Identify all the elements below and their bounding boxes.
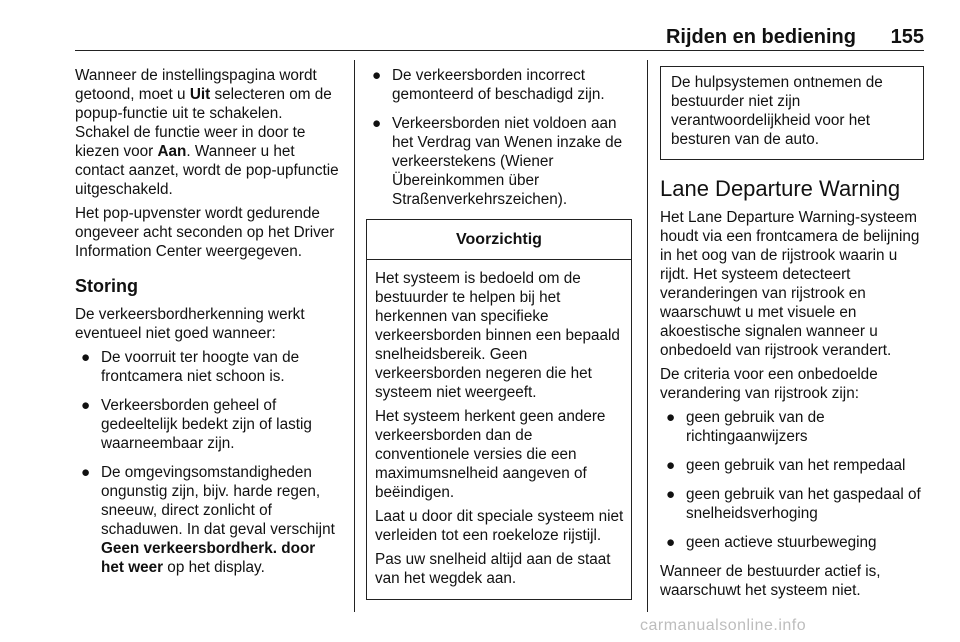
watermark: carmanualsonline.info xyxy=(640,617,807,634)
section-title: Rijden en bediening xyxy=(665,26,856,48)
lane-departure-intro: Het Lane Departure Warning-systeem houdt via een frontcamera de belijning in het oog van de rijstrook waarin u rijdt. Het systeem detecteert veranderingen van rijstrook en waarschuwt u met visuele en akoestische signalen wanneer u onbedoeld van rijstrook verandert. xyxy=(660,209,920,359)
list-item-text: De omgevingsomstandigheden ongunstig zijn, bijv. harde regen, sneeuw, direct zonlicht of schaduwen. In dat geval verschijnt xyxy=(101,464,335,538)
note-box xyxy=(660,66,924,160)
column-divider-1 xyxy=(354,60,355,612)
storing-list-continued xyxy=(366,66,632,209)
popup-paragraph xyxy=(75,66,341,199)
bullet-icon: ● xyxy=(372,67,382,84)
page-header xyxy=(75,26,924,51)
closing-paragraph: Wanneer de bestuurder actief is, waarschuwt het systeem niet. xyxy=(660,563,881,599)
list-item-text: Verkeersborden geheel of gedeeltelijk bedekt zijn of lastig waarneembaar zijn. xyxy=(101,397,312,452)
bullet-icon: ● xyxy=(666,486,676,503)
caution-paragraph: Laat u door dit speciale systeem niet verleiden tot een roekeloze rijstijl. xyxy=(375,508,624,544)
list-item xyxy=(75,348,341,386)
bullet-icon: ● xyxy=(81,349,91,366)
uit-option: Uit xyxy=(189,86,211,103)
caution-body xyxy=(367,260,631,599)
bullet-icon: ● xyxy=(81,397,91,414)
caution-box xyxy=(366,219,632,600)
note-text: De hulpsystemen ontnemen de bestuurder niet zijn verantwoordelijkheid voor het besturen van de auto. xyxy=(671,74,883,148)
text-run: . Wanneer u het contact aanzet, wordt de pop-upfunctie uitgeschakeld. xyxy=(75,143,339,198)
list-item xyxy=(366,66,632,104)
list-item xyxy=(366,114,632,209)
popup-duration-paragraph: Het pop-upvenster wordt gedurende ongeveer acht seconden op het Driver Information Center weergegeven. xyxy=(75,205,335,260)
bullet-icon: ● xyxy=(81,464,91,481)
aan-option: Aan xyxy=(157,143,187,160)
text-run: Wanneer de instellingspagina wordt getoond, moet u xyxy=(75,67,317,103)
list-item-text: De verkeersborden incorrect gemonteerd of beschadigd zijn. xyxy=(392,67,605,103)
list-item xyxy=(660,456,924,475)
page-number: 155 xyxy=(890,26,924,48)
list-item xyxy=(75,396,341,453)
storing-intro: De verkeersbordherkenning werkt eventueel niet goed wanneer: xyxy=(75,306,305,342)
list-item-text: geen gebruik van het rempedaal xyxy=(686,457,906,474)
column-2 xyxy=(366,66,632,600)
text-run: selecteren om de popup-functie uit te schakelen. Schakel de functie weer in door te kiezen voor xyxy=(75,86,332,160)
caution-paragraph: Pas uw snelheid altijd aan de staat van het wegdek aan. xyxy=(375,551,611,587)
column-1 xyxy=(75,66,341,587)
list-item-text: Verkeersborden niet voldoen aan het Verdrag van Wenen inzake de verkeerstekens (Wiener Übereinkommen über Straßenverkehrszeichen). xyxy=(392,115,623,208)
lane-departure-heading: Lane Departure Warning xyxy=(660,176,901,201)
list-item-text: geen gebruik van de richtingaanwijzers xyxy=(686,409,825,445)
caution-paragraph: Het systeem herkent geen andere verkeersborden dan de conventionele versies die een maximumsnelheid aangeven of beëindigen. xyxy=(375,408,606,501)
bullet-icon: ● xyxy=(372,115,382,132)
caution-paragraph: Het systeem is bedoeld om de bestuurder te helpen bij het herkennen van specifieke verkeersborden binnen een bepaald snelheidsbereik. Geen verkeersborden negeren die het systeem niet weergeeft. xyxy=(375,270,620,401)
list-item xyxy=(75,463,341,577)
list-item-text: geen gebruik van het gaspedaal of snelheidsverhoging xyxy=(686,486,921,522)
criteria-list xyxy=(660,408,924,552)
column-3 xyxy=(660,66,924,605)
list-item-text: De voorruit ter hoogte van de frontcamera niet schoon is. xyxy=(101,349,300,385)
bullet-icon: ● xyxy=(666,409,676,426)
column-divider-2 xyxy=(647,60,648,612)
list-item xyxy=(660,533,924,552)
storing-heading: Storing xyxy=(75,276,138,296)
criteria-intro: De criteria voor een onbedoelde verandering van rijstrook zijn: xyxy=(660,366,878,402)
storing-list xyxy=(75,348,341,577)
bullet-icon: ● xyxy=(666,534,676,551)
caution-title: Voorzichtig xyxy=(367,220,631,260)
bullet-icon: ● xyxy=(666,457,676,474)
list-item-text: geen actieve stuurbeweging xyxy=(686,534,877,551)
display-message: Geen verkeersbordherk. door het weer xyxy=(101,540,316,576)
list-item xyxy=(660,408,924,446)
list-item xyxy=(660,485,924,523)
list-item-text: op het display. xyxy=(163,559,265,576)
